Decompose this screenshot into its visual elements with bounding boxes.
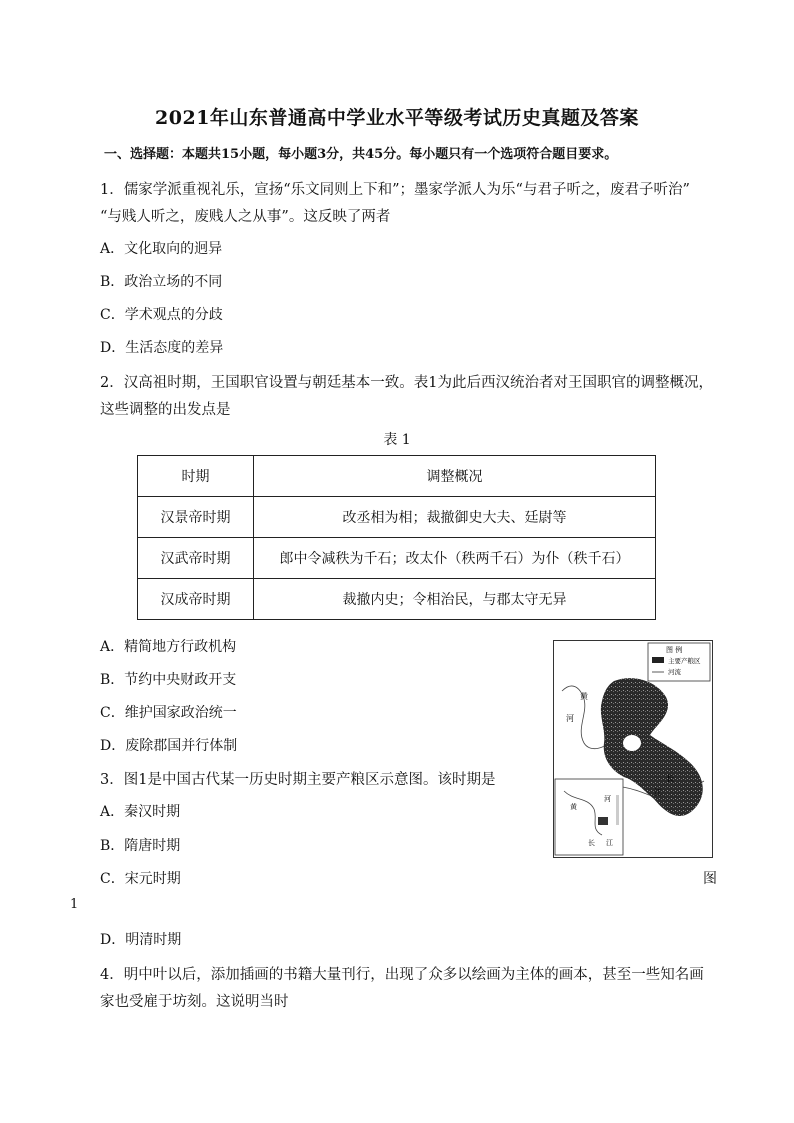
section-heading: 一、选择题：本题共15小题，每小题3分，共45分。每小题只有一个选项符合题目要求。	[104, 147, 618, 162]
table-cell-period: 汉成帝时期	[138, 579, 254, 620]
question-3-option-d: D．明清时期	[100, 932, 182, 948]
grain-region-map	[553, 640, 713, 858]
map-label: 江	[606, 839, 613, 847]
figure-caption: 图	[703, 871, 717, 887]
inset-scrollbar	[616, 795, 619, 825]
table-cell-adjustment: 裁撤内史；令相治民，与郡太守无异	[254, 579, 656, 620]
question-1-line-1: 1．儒家学派重视礼乐，宣扬“乐文同则上下和”；墨家学派人为乐“与君子听之，废君子听治”	[100, 182, 690, 198]
question-4-line-1: 4．明中叶以后，添加插画的书籍大量刊行，出现了众多以绘画为主体的画本，甚至一些知名画	[100, 967, 704, 983]
map-hole	[623, 735, 641, 751]
table-row	[138, 538, 656, 579]
legend-title: 图 例	[666, 646, 683, 654]
legend-grain-swatch	[652, 657, 664, 663]
question-3-option-c: C．宋元时期	[100, 871, 181, 887]
question-2-option-c: C．维护国家政治统一	[100, 705, 237, 721]
map-label: 长	[588, 839, 595, 847]
table-header-row	[138, 456, 656, 497]
map-label: 长	[666, 774, 674, 783]
question-3-line-1: 3．图1是中国古代某一历史时期主要产粮区示意图。该时期是	[100, 772, 496, 788]
map-label: 黄	[580, 692, 588, 701]
question-2-option-b: B．节约中央财政开支	[100, 672, 237, 688]
question-1-line-2: “与贱人听之，废贱人之从事”。这反映了两者	[100, 209, 391, 225]
table-header-period: 时期	[138, 456, 254, 497]
policy-table	[137, 455, 656, 620]
question-2-option-a: A．精简地方行政机构	[100, 639, 237, 655]
table-cell-period: 汉武帝时期	[138, 538, 254, 579]
question-3-option-b: B．隋唐时期	[100, 838, 181, 854]
table-cell-adjustment: 郎中令减秩为千石；改太仆（秩两千石）为仆（秩千石）	[254, 538, 656, 579]
map-label: 黄	[570, 803, 577, 811]
table-caption: 表 1	[383, 432, 411, 448]
question-1-option-c: C．学术观点的分歧	[100, 307, 223, 323]
question-2-line-1: 2．汉高祖时期，王国职官设置与朝廷基本一致。表1为此后西汉统治者对王国职官的调整概况，	[100, 375, 713, 391]
legend-river-label: 河流	[668, 668, 681, 676]
question-3-option-a: A．秦汉时期	[100, 804, 181, 820]
map-label: 河	[566, 714, 574, 723]
table-cell-period: 汉景帝时期	[138, 497, 254, 538]
page-title: 2021年山东普通高中学业水平等级考试历史真题及答案	[155, 107, 639, 129]
question-4-line-2: 家也受雇于坊刻。这说明当时	[100, 994, 289, 1010]
table-row	[138, 579, 656, 620]
figure-number: 1	[70, 897, 79, 912]
table-row	[138, 497, 656, 538]
map-label: 江	[654, 788, 662, 797]
inset-grain-area	[598, 817, 608, 825]
table-cell-adjustment: 改丞相为相；裁撤御史大夫、廷尉等	[254, 497, 656, 538]
question-1-option-a: A．文化取向的迥异	[100, 241, 223, 257]
map-label: 河	[604, 795, 611, 803]
question-2-line-2: 这些调整的出发点是	[100, 402, 231, 418]
table-header-adjustment: 调整概况	[254, 456, 656, 497]
legend-grain-label: 主要产粮区	[668, 657, 701, 665]
question-2-option-d: D．废除郡国并行体制	[100, 738, 238, 754]
question-1-option-b: B．政治立场的不同	[100, 274, 223, 290]
question-1-option-d: D．生活态度的差异	[100, 340, 224, 356]
